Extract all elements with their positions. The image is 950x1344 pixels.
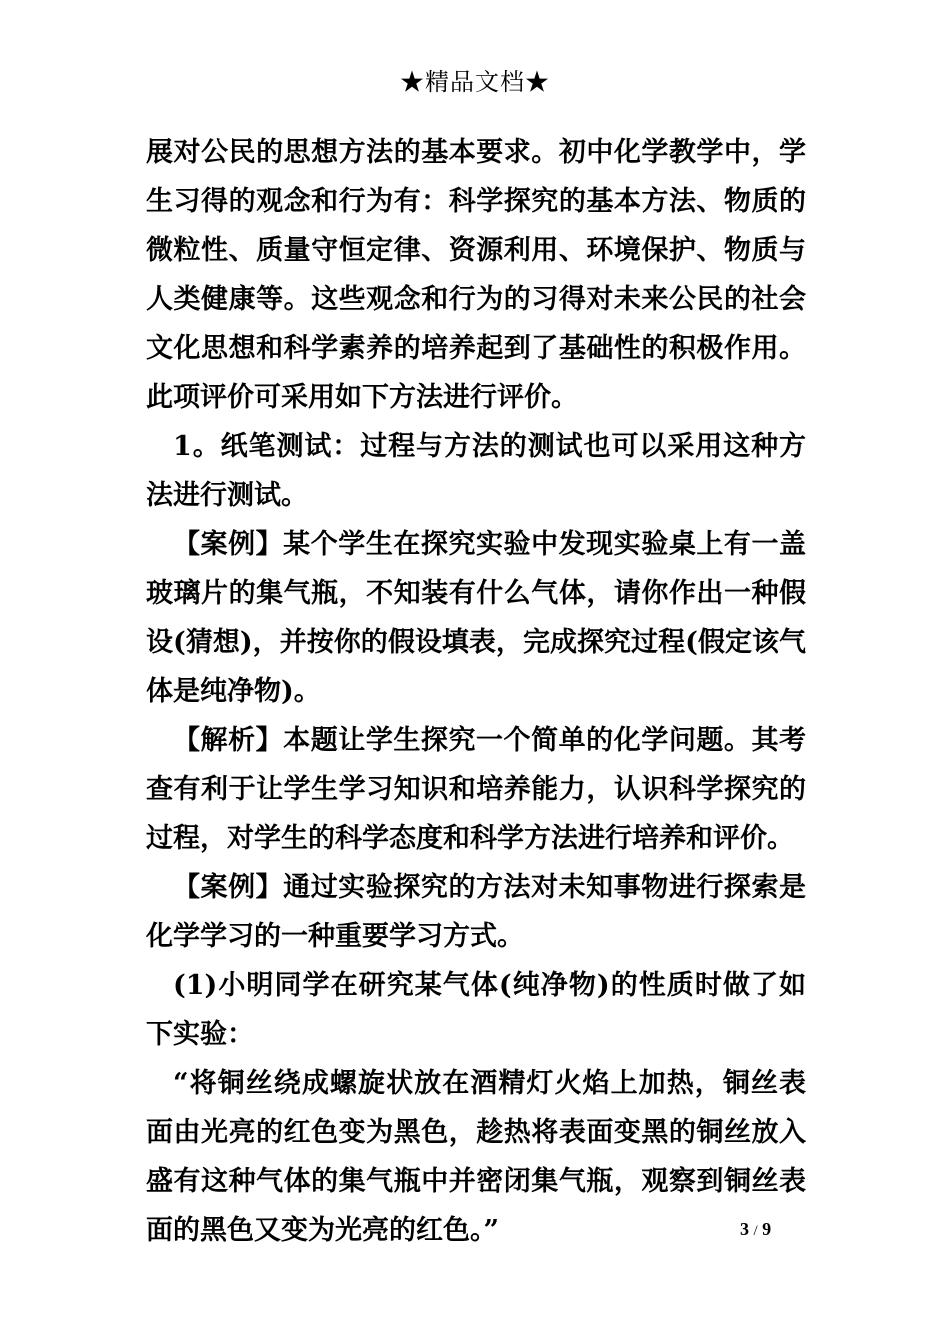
paragraph-question-1: (1)小明同学在研究某气体(纯净物)的性质时做了如下实验： bbox=[146, 970, 806, 1050]
paragraph-experiment-quote: “将铜丝绕成螺旋状放在酒精灯火焰上加热，铜丝表面由光亮的红色变为黑色，趁热将表面变黑的铜丝放入盛有这种气体的集气瓶中并密闭集气瓶，观察到铜丝表面的黑色又变为光亮的红色。” bbox=[146, 1068, 806, 1246]
document-header: ★精品文档★ bbox=[400, 68, 550, 96]
page-number bbox=[740, 1217, 771, 1243]
total-pages: 9 bbox=[762, 1219, 772, 1239]
paragraph-case-2: 【案例】通过实验探究的方法对未知事物进行探索是化学学习的一种重要学习方式。 bbox=[146, 872, 806, 952]
paragraph-analysis: 【解析】本题让学生探究一个简单的化学问题。其考查有利于让学生学习知识和培养能力，认识科学探究的过程，对学生的科学态度和科学方法进行培养和评价。 bbox=[146, 725, 806, 854]
paragraph-case-1: 【案例】某个学生在探究实验中发现实验桌上有一盖玻璃片的集气瓶，不知装有什么气体，请你作出一种假设(猜想)，并按你的假设填表，完成探究过程(假定该气体是纯净物)。 bbox=[146, 529, 806, 707]
document-body bbox=[146, 128, 806, 1255]
page-separator: / bbox=[753, 1223, 758, 1239]
paragraph-paper-test: 1。纸笔测试：过程与方法的测试也可以采用这种方法进行测试。 bbox=[146, 431, 806, 511]
paragraph-continuation: 展对公民的思想方法的基本要求。初中化学教学中，学生习得的观念和行为有：科学探究的基本方法、物质的微粒性、质量守恒定律、资源利用、环境保护、物质与人类健康等。这些观念和行为的习得对未来公民的社会文化思想和科学素养的培养起到了基础性的积极作用。此项评价可采用如下方法进行评价。 bbox=[146, 137, 806, 413]
current-page: 3 bbox=[740, 1219, 749, 1239]
